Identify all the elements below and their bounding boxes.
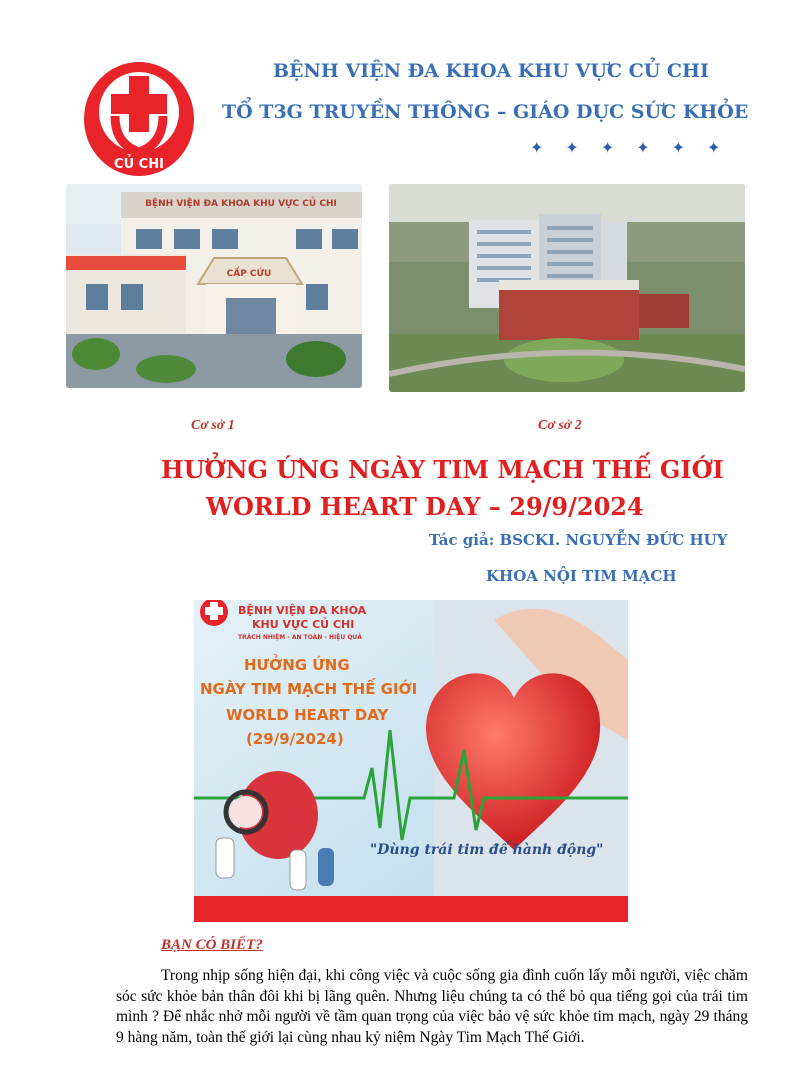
poster-motto: TRÁCH NHIỆM - AN TOÀN - HIỆU QUẢ: [238, 634, 362, 641]
hospital-name: BỆNH VIỆN ĐA KHOA KHU VỰC CỦ CHI: [273, 60, 709, 82]
site1-sign: BỆNH VIỆN ĐA KHOA KHU VỰC CỦ CHI: [145, 199, 337, 209]
poster-line2: NGÀY TIM MẠCH THẾ GIỚI: [200, 680, 418, 698]
poster-hospital-line1: BỆNH VIỆN ĐA KHOA: [238, 604, 367, 617]
decorative-stars: ✦ ✦ ✦ ✦ ✦ ✦: [530, 140, 730, 157]
logo-text: CỦ CHI: [114, 157, 164, 172]
world-heart-day-poster: [194, 600, 628, 922]
main-title-line2: WORLD HEART DAY – 29/9/2024: [206, 492, 644, 521]
intro-paragraph: Trong nhịp sống hiện đại, khi công việc và cuộc sống gia đình cuốn lấy mỗi người, việc chăm sóc sức khỏe bản thân đôi khi bị lãng quên. Nhưng liệu chúng ta có thể bỏ qua tiếng gọi của trái tim mình ? Để nhắc nhở mỗi người về tầm quan trọng của việc bảo vệ sức khỏe tim mạch, ngày 29 tháng 9 hàng năm, toàn thế giới lại cùng nhau kỷ niệm Ngày Tim Mạch Thế Giới.: [116, 967, 748, 1046]
site1-er-sign: CẤP CỨU: [226, 269, 272, 279]
author-department: KHOA NỘI TIM MẠCH: [486, 567, 677, 585]
poster-line1: HƯỞNG ỨNG: [244, 656, 350, 674]
poster-line4: (29/9/2024): [246, 730, 344, 748]
site1-caption: Cơ sở 1: [191, 418, 235, 433]
poster-hospital-line2: KHU VỰC CỦ CHI: [252, 618, 355, 631]
site2-photo: [389, 184, 745, 392]
section-heading: BẠN CÓ BIẾT?: [161, 937, 263, 953]
site2-caption: Cơ sở 2: [538, 418, 582, 433]
hospital-logo: [82, 60, 196, 178]
site1-photo: [66, 184, 362, 388]
poster-slogan: "Dùng trái tim để hành động": [370, 842, 604, 858]
team-name: TỔ T3G TRUYỀN THÔNG – GIÁO DỤC SỨC KHỎE: [222, 101, 749, 123]
author-name: Tác giả: BSCKI. NGUYỄN ĐỨC HUY: [429, 531, 728, 549]
main-title-line1: HƯỞNG ỨNG NGÀY TIM MẠCH THẾ GIỚI: [161, 455, 724, 484]
poster-line3: WORLD HEART DAY: [226, 706, 389, 724]
